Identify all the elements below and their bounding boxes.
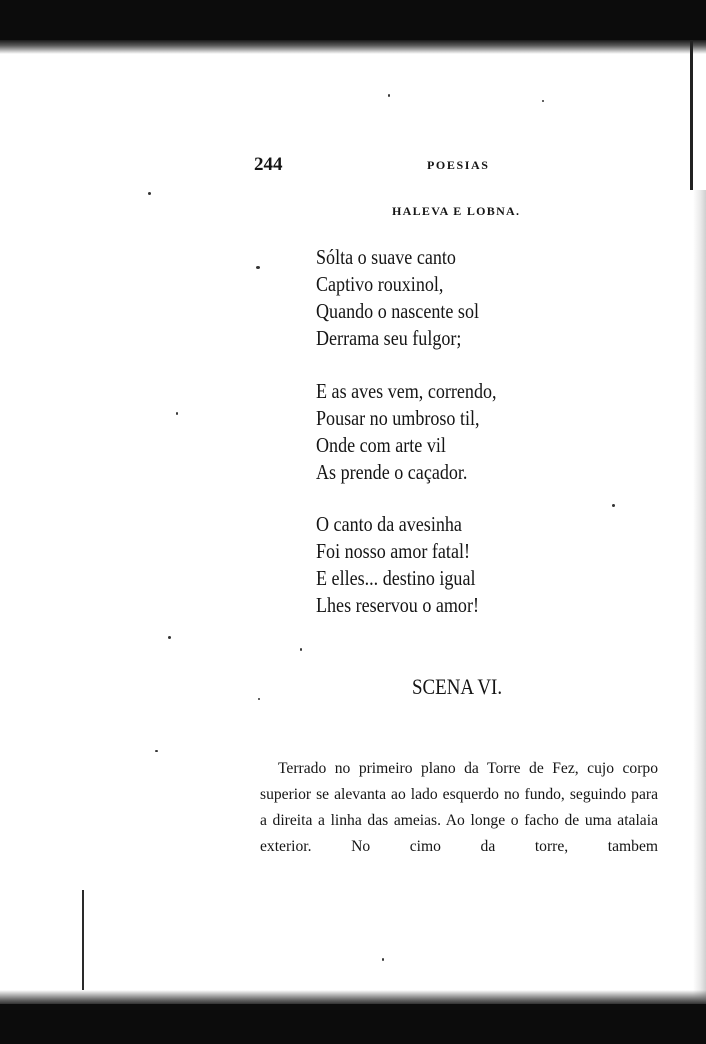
page-number: 244 <box>254 154 283 175</box>
poem-verse: Derrama seu fulgor; <box>316 326 462 350</box>
poem-stanza-2 <box>316 378 526 486</box>
scan-bottom-border <box>0 1004 706 1044</box>
scan-speck <box>256 266 260 269</box>
scan-speck <box>382 958 384 961</box>
scan-left-mark <box>82 890 84 990</box>
scan-speck <box>155 750 158 752</box>
scan-speck <box>148 192 151 195</box>
poem-verse: Sólta o suave canto <box>316 245 456 269</box>
poem-verse: As prende o caçador. <box>316 460 468 484</box>
poem-verse: Captivo rouxinol, <box>316 272 444 296</box>
poem-verse: Quando o nascente sol <box>316 299 480 323</box>
running-head: POESIAS <box>427 158 490 172</box>
poem-verse: Foi nosso amor fatal! <box>316 539 470 563</box>
scan-right-border <box>690 40 693 190</box>
poem-verse: E elles... destino igual <box>316 566 476 590</box>
scan-speck <box>388 94 390 97</box>
poem-verse: O canto da avesinha <box>316 512 462 536</box>
scan-top-shadow <box>0 40 706 54</box>
poem-stanza-1 <box>316 244 506 352</box>
scan-right-shadow <box>693 190 706 1010</box>
scan-top-border <box>0 0 706 44</box>
scan-speck <box>542 100 544 102</box>
scan-speck <box>258 698 260 700</box>
poem-stanza-3 <box>316 511 506 619</box>
speakers-heading: HALEVA E LOBNA. <box>392 204 521 218</box>
scene-title: SCENA VI. <box>412 674 503 699</box>
poem-verse: Onde com arte vil <box>316 433 446 457</box>
scan-speck <box>176 412 178 415</box>
poem-verse: Lhes reservou o amor! <box>316 593 479 617</box>
scan-speck <box>300 648 302 651</box>
poem-verse: E as aves vem, correndo, <box>316 379 497 403</box>
poem-verse: Pousar no umbroso til, <box>316 406 480 430</box>
scan-speck <box>168 636 171 639</box>
scan-speck <box>612 504 615 507</box>
stage-direction: Terrado no primeiro plano da Torre de Fez, cujo corpo superior se alevanta ao lado esquerdo no fundo, seguindo para a direita a linha das ameias. Ao longe o facho de uma atalaia exterior. No cimo da torre, tambem <box>260 760 658 855</box>
